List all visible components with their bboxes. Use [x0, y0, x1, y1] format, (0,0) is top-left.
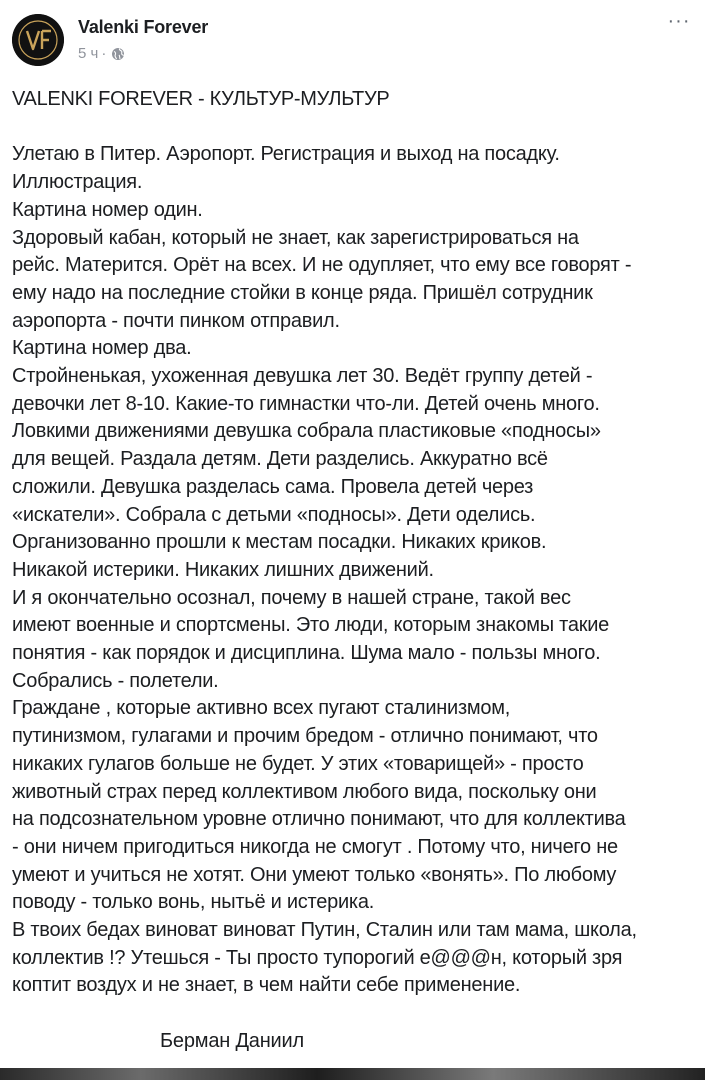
- post-text-line: Иллюстрация.: [12, 171, 143, 194]
- post-text-line: Картина номер два.: [12, 337, 192, 360]
- post-text-line: Улетаю в Питер. Аэропорт. Регистрация и выход на посадку.: [12, 143, 560, 166]
- post-title: VALENKI FOREVER - КУЛЬТУР-МУЛЬТУР: [12, 88, 390, 110]
- avatar[interactable]: [12, 14, 64, 66]
- post-text-line: поводу - только вонь, нытьё и истерика.: [12, 891, 374, 914]
- post-text-line: И я окончательно осознал, почему в нашей стране, такой вес: [12, 586, 571, 609]
- post-text-line: сложили. Девушка разделась сама. Провела детей через: [12, 475, 534, 498]
- post-text-line: Здоровый кабан, который не знает, как зарегистрироваться на: [12, 226, 579, 249]
- post-text-line: на подсознательном уровне отлично понимают, что для коллектива: [12, 808, 626, 831]
- post-text-line: Организованно прошли к местам посадки. Никаких криков.: [12, 531, 547, 554]
- post-text-line: путинизмом, гулагами и прочим бредом - отлично понимают, что: [12, 725, 598, 748]
- post-text-line: для вещей. Раздала детям. Дети разделись. Аккуратно всё: [12, 448, 548, 471]
- post-text-line: имеют военные и спортсмены. Это люди, которым знакомы такие: [12, 614, 609, 637]
- post-text-line: девочки лет 8-10. Какие-то гимнастки что-ли. Детей очень много.: [12, 392, 600, 415]
- post-text-line: «искатели». Собрала с детьми «подносы». Дети оделись.: [12, 503, 536, 526]
- post-text-line: аэропорта - почти пинком отправил.: [12, 309, 340, 332]
- post-text-line: животный страх перед коллективом любого вида, поскольку они: [12, 780, 597, 803]
- post-text-line: В твоих бедах виноват виноват Путин, Сталин или там мама, школа,: [12, 919, 637, 942]
- globe-icon[interactable]: [111, 47, 125, 61]
- post-signature: Берман Даниил: [160, 1030, 304, 1052]
- post-text-line: - они ничем пригодиться никогда не смогут . Потому что, ничего не: [12, 835, 618, 858]
- avatar-logo-icon: [12, 14, 64, 66]
- more-options-icon[interactable]: ···: [667, 10, 691, 32]
- post-text-line: коллектив !? Утешься - Ты просто тупорогий е@@@н, который зря: [12, 946, 623, 969]
- post-text-line: умеют и учиться не хотят. Они умеют только «вонять». По любому: [12, 863, 617, 886]
- author-name[interactable]: Valenki Forever: [78, 17, 209, 37]
- post-text-line: Граждане , которые активно всех пугают сталинизмом,: [12, 697, 511, 720]
- post-text-line: понятия - как порядок и дисциплина. Шума мало - пользы много.: [12, 642, 601, 665]
- post-body: [12, 86, 702, 1000]
- post-text-line: ему надо на последние стойки в конце ряда. Пришёл сотрудник: [12, 281, 593, 304]
- post-text-line: Стройненькая, ухоженная девушка лет 30. Ведёт группу детей -: [12, 365, 593, 388]
- post-text: [12, 141, 702, 1000]
- post-text-line: Картина номер один.: [12, 198, 203, 221]
- image-strip: [0, 1068, 705, 1080]
- post-text-line: никаких гулагов больше не будет. У этих «товарищей» - просто: [12, 752, 584, 775]
- post-header: [12, 12, 693, 72]
- meta-separator: ·: [101, 45, 107, 62]
- post-text-line: Никакой истерики. Никаких лишних движений.: [12, 558, 434, 581]
- post-meta: [78, 45, 125, 62]
- post-text-line: Ловкими движениями девушка собрала пластиковые «подносы»: [12, 420, 601, 443]
- post-text-line: Собрались - полетели.: [12, 669, 219, 692]
- post-time[interactable]: 5 ч: [78, 45, 99, 62]
- post-text-line: коптит воздух и не знает, в чем найти себе применение.: [12, 974, 521, 997]
- post-text-line: рейс. Матерится. Орёт на всех. И не одупляет, что ему все говорят -: [12, 254, 632, 277]
